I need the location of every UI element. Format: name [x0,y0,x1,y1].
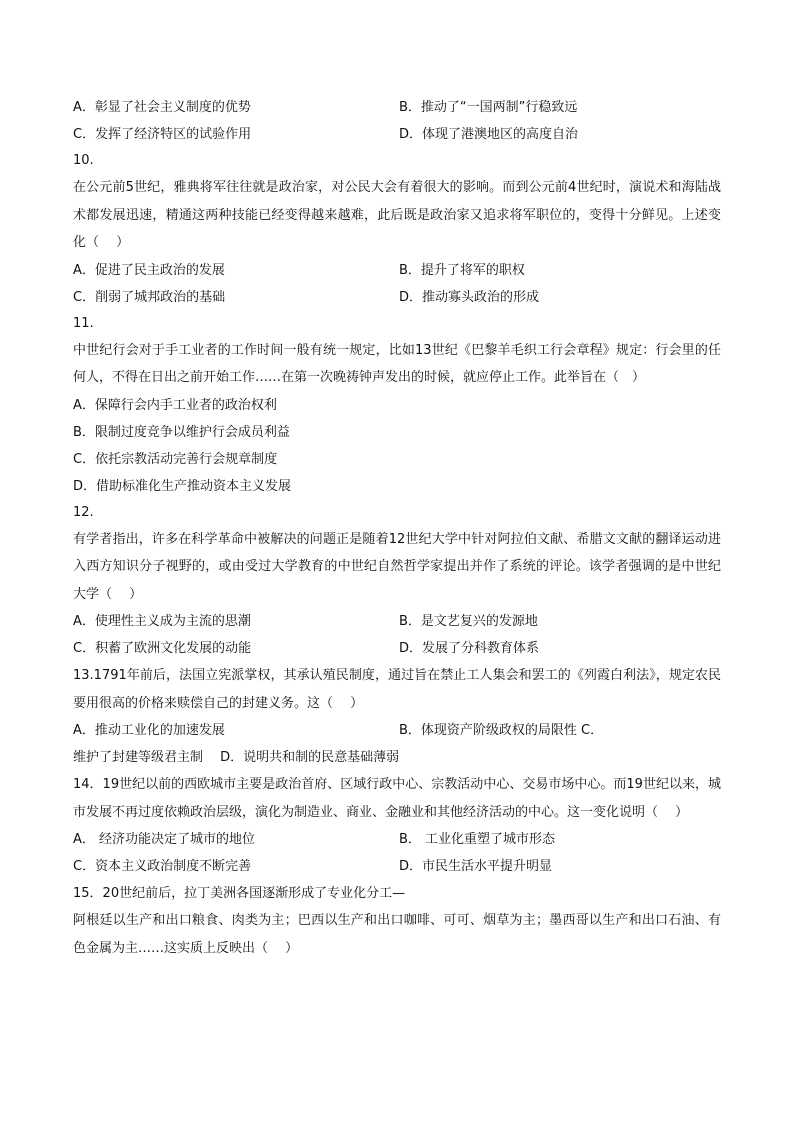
q14-text: 14．19世纪以前的西欧城市主要是政治首府、区域行政中心、宗教活动中心、交易市场中心。而19世纪以来，城市发展不再过度依赖政治层级，演化为制造业、商业、金融业和其他经济活动的中心。这一变化说明（ ） [73,777,721,820]
q14-options-row-1 [73,826,721,853]
q11-option-c[interactable]: C．依托宗教活动完善行会规章制度 [73,451,278,467]
q10-option-b[interactable]: B．提升了将军的职权 [399,262,525,278]
q14-option-a[interactable]: A． 经济功能决定了城市的地位 [73,832,256,847]
q10-number: 10. [73,153,94,168]
q14-option-b[interactable]: B． 工业化重塑了城市形态 [399,832,556,847]
q10-option-a[interactable]: A．促进了民主政治的发展 [73,262,225,278]
q12-option-c[interactable]: C．积蓄了欧洲文化发展的动能 [73,641,252,656]
q12-option-b[interactable]: B．是文艺复兴的发源地 [399,614,538,629]
q12-option-d[interactable]: D．发展了分科教育体系 [399,641,540,656]
q12-option-a[interactable]: A．使理性主义成为主流的思潮 [73,614,251,629]
q13-option-a[interactable]: A．推动工业化的加速发展 [73,723,225,738]
exam-page [73,94,721,962]
q9-option-d[interactable]: D．体现了港澳地区的高度自治 [399,127,579,142]
q12-options-row-1 [73,608,721,635]
q11-option-b[interactable]: B．限制过度竞争以维护行会成员利益 [73,424,290,440]
q10-options-row-2 [73,284,721,311]
q12-text: 有学者指出，许多在科学革命中被解决的问题正是随着12世纪大学中针对阿拉伯文献、希腊文文献的翻译运动进入西方知识分子视野的，或由受过大学教育的中世纪自然哲学家提出并作了系统的评论。该学者强调的是中世纪大学（ ） [73,531,721,602]
q13-text: 13.1791年前后，法国立宪派掌权，其承认殖民制度，通过旨在禁止工人集会和罢工的《列霞白利法》，规定农民要用很高的价格来赎偿自己的封建义务。这（ ） [73,668,721,711]
q10-text: 在公元前5世纪，雅典将军往往就是政治家，对公民大会有着很大的影响。而到公元前4世纪时，演说术和海陆战术都发展迅速，精通这两种技能已经变得越来越难，此后既是政治家又追求将军职位的，变得十分鲜见。上述变化（ ） [73,180,721,250]
q11-option-d[interactable]: D．借助标准化生产推动资本主义发展 [73,478,292,494]
q11-option-a[interactable]: A．保障行会内手工业者的政治权利 [73,397,277,413]
q11-text: 中世纪行会对于手工业者的工作时间一般有统一规定，比如13世纪《巴黎羊毛织工行会章程》规定：行会里的任何人，不得在日出之前开始工作……在第一次晚祷钟声发出的时候，就应停止工作。此举旨在（ ） [73,342,721,385]
q14-option-c[interactable]: C．资本主义政治制度不断完善 [73,859,252,874]
q9-option-a[interactable]: A．彰显了社会主义制度的优势 [73,100,251,115]
q9-option-b[interactable]: B．推动了“一国两制”行稳致远 [399,100,578,115]
q12-number: 12. [73,504,94,520]
q11-number: 11. [73,315,94,331]
q9-option-c[interactable]: C．发挥了经济特区的试验作用 [73,127,252,142]
q13-options-row-1 [73,717,721,744]
q15-header: 15．20世纪前后，拉丁美洲各国逐渐形成了专业化分工— [73,886,406,901]
q13-option-b-c[interactable]: B．体现资产阶级政权的局限性 C． [399,723,604,738]
q9-options-row-2 [73,121,721,148]
q12-options-row-2 [73,635,721,662]
q14-option-d[interactable]: D．市民生活水平提升明显 [399,859,553,874]
q10-options-row-1 [73,257,721,284]
q10-option-d[interactable]: D．推动寡头政治的形成 [399,289,540,305]
q9-options-row-1 [73,94,721,121]
q13-option-c-d[interactable]: 维护了封建等级君主制 D．说明共和制的民意基础薄弱 [73,750,400,765]
q14-options-row-2 [73,853,721,880]
q15-text: 阿根廷以生产和出口粮食、肉类为主；巴西以生产和出口咖啡、可可、烟草为主；墨西哥以生产和出口石油、有色金属为主……这实质上反映出（ ） [73,913,721,956]
q10-option-c[interactable]: C．削弱了城邦政治的基础 [73,289,226,305]
